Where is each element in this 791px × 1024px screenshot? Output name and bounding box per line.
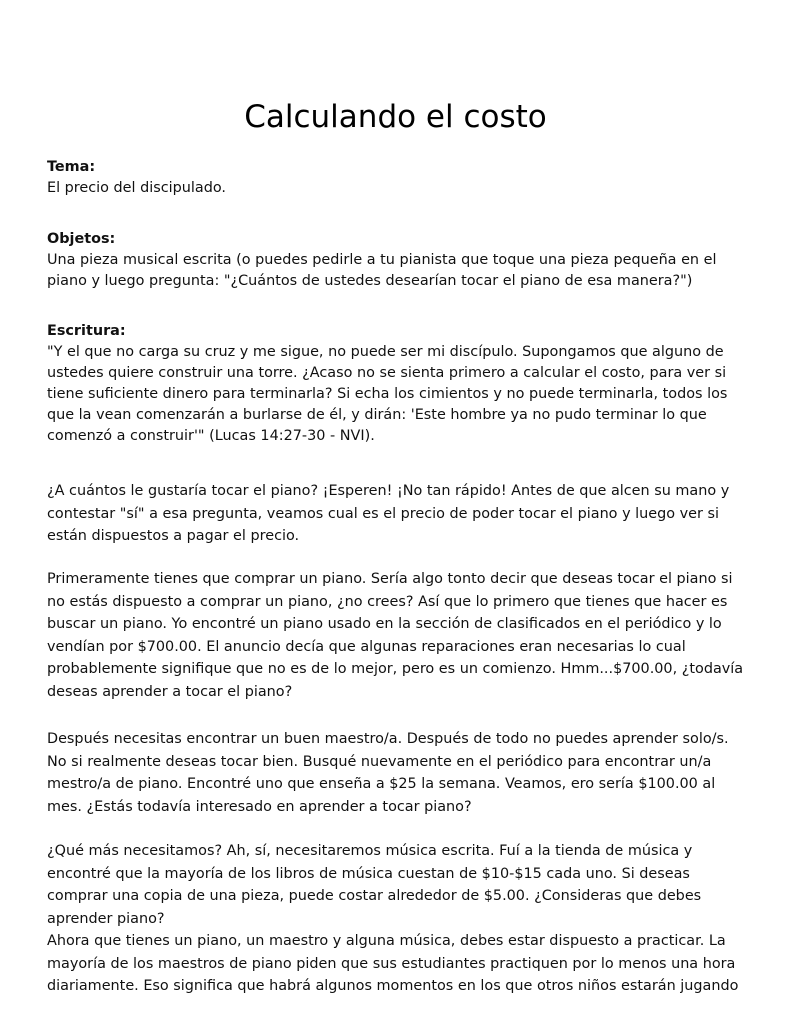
body-paragraph: Ahora que tienes un piano, un maestro y alguna música, debes estar dispuesto a practicar. La mayoría de los maestros de piano piden que sus estudiantes practiquen por lo menos una hora diariamente. Eso significa que habrá algunos momentos en los que otros niños estarán jugando (47, 933, 739, 994)
tema-label: Tema: (47, 159, 96, 175)
body-paragraph: ¿Qué más necesitamos? Ah, sí, necesitaremos música escrita. Fuí a la tienda de música y encontré que la mayoría de los libros de música cuestan de $10-$15 cada uno. Si deseas comprar una copia de una pieza, puede costar alrededor de $5.00. ¿Consideras que debes aprender piano? (47, 843, 702, 927)
tema-section (47, 157, 747, 199)
escritura-label: Escritura: (47, 323, 126, 339)
objetos-text: Una pieza musical escrita (o puedes pedirle a tu pianista que toque una pieza pequeña en el piano y luego pregunta: "¿Cuántos de ustedes desearían tocar el piano de esa manera?") (47, 252, 717, 289)
tema-text: El precio del discipulado. (47, 180, 226, 196)
body-paragraph: Primeramente tienes que comprar un piano. Sería algo tonto decir que deseas tocar el piano si no estás dispuesto a comprar un piano, ¿no crees? Así que lo primero que tienes que hacer es buscar un piano. Yo encontré un piano usado en la sección de clasificados en el periódico y lo vendían por $700.00. El anuncio decía que algunas reparaciones eran necesarias lo cual probablemente signifique que no es de lo mejor, pero es un comienzo. Hmm...$700.00, ¿todavía deseas aprender a tocar el piano? (47, 571, 744, 700)
objetos-section (47, 229, 747, 292)
escritura-text: "Y el que no carga su cruz y me sigue, no puede ser mi discípulo. Supongamos que alguno de ustedes quiere construir una torre. ¿Acaso no se sienta primero a calcular el costo, para ver si tiene suficiente dinero para terminarla? Si echa los cimientos y no puede terminarla, todos los que la vean comenzarán a burlarse de él, y dirán: 'Este hombre ya no pudo terminar lo que comenzó a construir'" (Lucas 14:27-30 - NVI). (47, 344, 728, 444)
page-title: Calculando el costo (244, 99, 547, 135)
body-paragraph: Después necesitas encontrar un buen maestro/a. Después de todo no puedes aprender solo/s. No si realmente deseas tocar bien. Busqué nuevamente en el periódico para encontrar un/a mestro/a de piano. Encontré uno que enseña a $25 la semana. Veamos, ero sería $100.00 al mes. ¿Estás todavía interesado en aprender a tocar piano? (47, 731, 729, 815)
escritura-section (47, 321, 747, 447)
body-paragraph: ¿A cuántos le gustaría tocar el piano? ¡Esperen! ¡No tan rápido! Antes de que alcen su mano y contestar "sí" a esa pregunta, veamos cual es el precio de poder tocar el piano y luego ver si están dispuestos a pagar el precio. (47, 483, 730, 544)
objetos-label: Objetos: (47, 231, 116, 247)
